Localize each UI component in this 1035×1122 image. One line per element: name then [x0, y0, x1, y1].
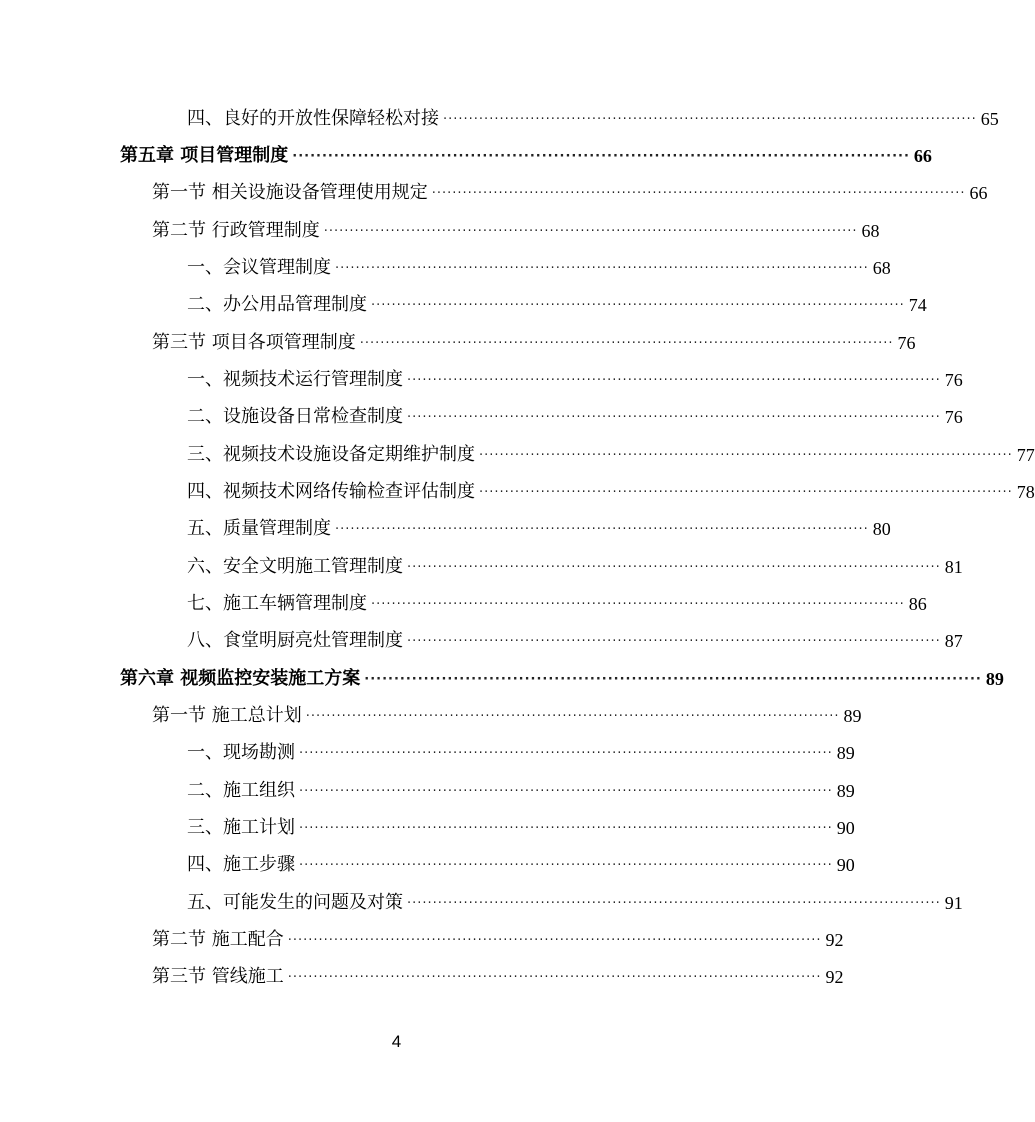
toc-leader-dots: ········································································································ — [305, 709, 840, 724]
toc-entry[interactable] — [187, 286, 927, 323]
toc-leader-dots: ········································································································ — [479, 485, 1013, 500]
toc-leader-dots: ········································································································ — [292, 149, 910, 164]
toc-entry-page: 92 — [825, 966, 844, 987]
toc-entry-page: 81 — [944, 556, 963, 577]
toc-leader-dots: ········································································································ — [335, 261, 869, 276]
toc-leader-dots: ········································································································ — [299, 784, 833, 799]
toc-leader-dots: ········································································································ — [407, 410, 941, 425]
toc-leader-dots: ········································································································ — [407, 560, 941, 575]
toc-entry-page: 66 — [913, 145, 932, 166]
toc-entry-label: 第一节 施工总计划 — [152, 704, 302, 726]
toc-entry-page: 68 — [861, 220, 880, 241]
toc-entry[interactable] — [187, 772, 855, 809]
toc-entry[interactable] — [152, 697, 862, 734]
toc-entry-page: 90 — [836, 854, 855, 875]
toc-entry-label: 四、视频技术网络传输检查评估制度 — [187, 480, 475, 502]
toc-entry[interactable] — [187, 884, 963, 921]
toc-entry-label: 第二节 行政管理制度 — [152, 219, 320, 241]
toc-entry[interactable] — [152, 212, 880, 249]
toc-entry-page: 76 — [944, 369, 963, 390]
toc-entry[interactable] — [187, 809, 855, 846]
toc-leader-dots: ········································································································ — [335, 522, 869, 537]
toc-entry-page: 89 — [985, 668, 1004, 689]
toc-entry-label: 一、会议管理制度 — [187, 256, 331, 278]
toc-entry-label: 第三节 管线施工 — [152, 965, 284, 987]
toc-leader-dots: ········································································································ — [287, 933, 822, 948]
toc-leader-dots: ········································································································ — [364, 672, 982, 687]
toc-entry-page: 89 — [836, 780, 855, 801]
toc-entry-label: 三、施工计划 — [187, 816, 295, 838]
toc-entry-label: 一、视频技术运行管理制度 — [187, 368, 403, 390]
toc-leader-dots: ········································································································ — [287, 970, 822, 985]
toc-leader-dots: ········································································································ — [479, 448, 1013, 463]
toc-entry-label: 第六章 视频监控安装施工方案 — [120, 667, 361, 689]
toc-entry[interactable] — [187, 548, 963, 585]
toc-entry-page: 92 — [825, 929, 844, 950]
toc-entry[interactable] — [187, 398, 963, 435]
toc-entry-page: 65 — [980, 108, 999, 129]
toc-entry-label: 八、食堂明厨亮灶管理制度 — [187, 629, 403, 651]
toc-entry-page: 68 — [872, 257, 891, 278]
toc-entry-label: 五、可能发生的问题及对策 — [187, 891, 403, 913]
toc-entry-page: 76 — [897, 332, 916, 353]
toc-leader-dots: ········································································································ — [359, 336, 894, 351]
toc-entry-label: 二、设施设备日常检查制度 — [187, 405, 403, 427]
toc-entry[interactable] — [187, 510, 891, 547]
toc-entry-label: 第三节 项目各项管理制度 — [152, 331, 356, 353]
toc-entry-page: 86 — [908, 593, 927, 614]
toc-entry[interactable] — [152, 958, 844, 995]
toc-entry-label: 四、良好的开放性保障轻松对接 — [187, 107, 439, 129]
toc-leader-dots: ········································································································ — [371, 597, 905, 612]
toc-entry[interactable] — [120, 137, 932, 174]
toc-entry-label: 第二节 施工配合 — [152, 928, 284, 950]
toc-leader-dots: ········································································································ — [407, 634, 941, 649]
toc-entry-page: 89 — [836, 742, 855, 763]
toc-entry[interactable] — [152, 921, 844, 958]
toc-entry[interactable] — [120, 660, 1004, 697]
toc-entry-label: 二、施工组织 — [187, 779, 295, 801]
page-number: 4 — [391, 1032, 402, 1051]
toc-entry[interactable] — [152, 324, 916, 361]
toc-leader-dots: ········································································································ — [443, 112, 977, 127]
toc-entry-page: 77 — [1016, 444, 1035, 465]
toc-leader-dots: ········································································································ — [407, 896, 941, 911]
toc-entry-page: 87 — [944, 630, 963, 651]
toc-entry[interactable] — [187, 622, 963, 659]
toc-entry[interactable] — [152, 174, 988, 211]
toc-entry[interactable] — [187, 846, 855, 883]
toc-entry-page: 89 — [843, 705, 862, 726]
toc-entry[interactable] — [187, 473, 1035, 510]
toc-entry-label: 四、施工步骤 — [187, 853, 295, 875]
toc-entry[interactable] — [187, 585, 927, 622]
toc-entry-page: 80 — [872, 518, 891, 539]
toc-entry-page: 90 — [836, 817, 855, 838]
toc-leader-dots: ········································································································ — [299, 858, 833, 873]
toc-leader-dots: ········································································································ — [299, 821, 833, 836]
toc-entry-label: 第一节 相关设施设备管理使用规定 — [152, 181, 428, 203]
toc-leader-dots: ········································································································ — [407, 373, 941, 388]
toc-entry-label: 第五章 项目管理制度 — [120, 144, 289, 166]
toc-leader-dots: ········································································································ — [323, 224, 858, 239]
toc-leader-dots: ········································································································ — [371, 298, 905, 313]
toc-leader-dots: ········································································································ — [431, 186, 966, 201]
toc-entry-page: 76 — [944, 406, 963, 427]
toc-entry[interactable] — [187, 249, 891, 286]
toc-entry-page: 66 — [969, 182, 988, 203]
toc-entry-label: 二、办公用品管理制度 — [187, 293, 367, 315]
toc-entry-label: 六、安全文明施工管理制度 — [187, 555, 403, 577]
toc-entry-page: 74 — [908, 294, 927, 315]
toc-entry-label: 三、视频技术设施设备定期维护制度 — [187, 443, 475, 465]
toc-entry-label: 一、现场勘测 — [187, 741, 295, 763]
toc-entry[interactable] — [187, 361, 963, 398]
toc-leader-dots: ········································································································ — [299, 746, 833, 761]
toc-entry-page: 78 — [1016, 481, 1035, 502]
toc-entry-label: 七、施工车辆管理制度 — [187, 592, 367, 614]
toc-entry-label: 五、质量管理制度 — [187, 517, 331, 539]
toc-entry[interactable] — [187, 100, 999, 137]
toc-entry-page: 91 — [944, 892, 963, 913]
toc-entry[interactable] — [187, 436, 1035, 473]
toc-entry[interactable] — [187, 734, 855, 771]
